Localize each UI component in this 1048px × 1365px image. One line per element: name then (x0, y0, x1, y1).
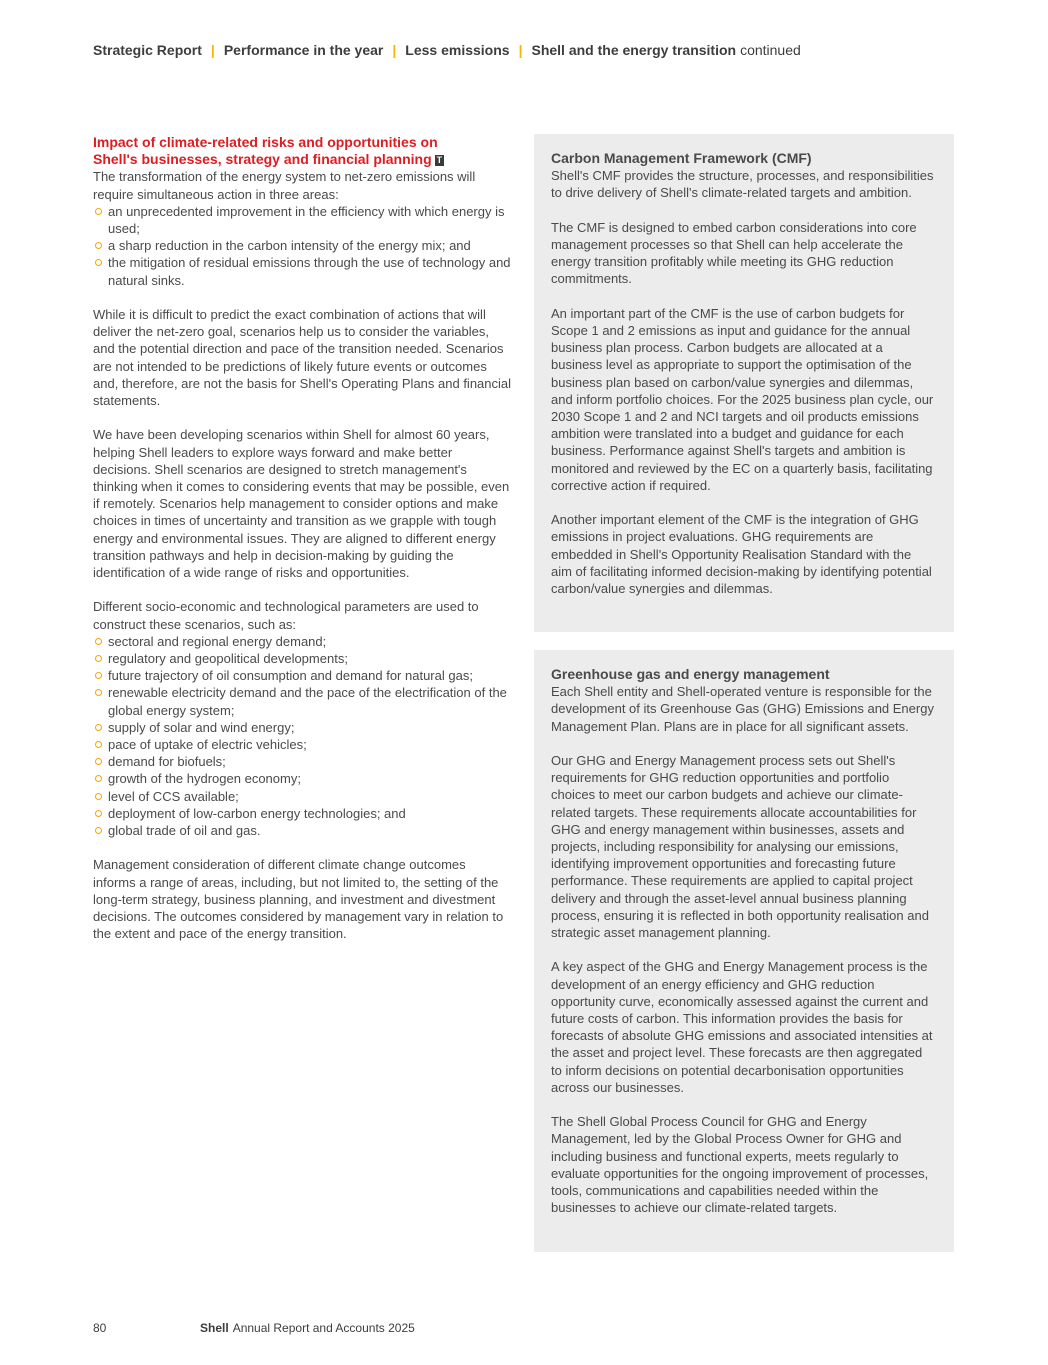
scenarios-paragraph: While it is difficult to predict the exact combination of actions that will deliver the net-zero goal, scenarios help us to consider the variables, and the potential direction and pace of the transition needed. Scenarios are not intended to be predictions of likely future events or outcomes and, therefore, are not the basis for Shell's Operating Plans and financial statements. (93, 307, 512, 409)
section-heading (93, 134, 511, 168)
areas-list (93, 203, 511, 289)
list-item: global trade of oil and gas. (93, 822, 511, 839)
breadcrumb (93, 42, 801, 58)
ghg-paragraph-3: A key aspect of the GHG and Energy Management process is the development of an energy efficiency and GHG reduction opportunity curve, economically assessed against the current and future costs of carbon. This information provides the basis for forecasts of absolute GHG emissions and associated intensities at the asset and project level. These forecasts are then aggregated to inform decisions on potential decarbonisation opportunities across our businesses. (551, 959, 933, 1095)
breadcrumb-separator: | (392, 42, 397, 58)
left-column (93, 134, 511, 942)
section-heading-line-2: Shell's businesses, strategy and financial planning (93, 151, 432, 168)
breadcrumb-item-less-emissions[interactable]: Less emissions (405, 42, 510, 58)
list-item: regulatory and geopolitical developments; (93, 650, 511, 667)
publication-footer (200, 1321, 415, 1335)
list-item: future trajectory of oil consumption and demand for natural gas; (93, 667, 511, 684)
list-item: level of CCS available; (93, 788, 511, 805)
cmf-paragraph-3: An important part of the CMF is the use of carbon budgets for Scope 1 and 2 emissions as input and guidance for the annual business plan process. Carbon budgets are allocated at a business level as appropriate to support the optimisation of the business plan based on carbon/value synergies and dilemmas, and inform portfolio choices. For the 2025 business plan cycle, our 2030 Scope 1 and 2 and NCI targets and oil products emissions ambition were translated into a budget and guidance for each business. Performance against Shell's targets and ambition is monitored and reviewed by the EC on a quarterly basis, facilitating corrective action if required. (551, 305, 934, 493)
cmf-paragraph-2: The CMF is designed to embed carbon considerations into core management processes so that Shell can help accelerate the energy transition profitably while meeting its GHG reduction commitments. (551, 219, 917, 287)
cmf-paragraph-4: Another important element of the CMF is the integration of GHG emissions in project evaluations. GHG requirements are embedded in Shell's Opportunity Realisation Standard with the aim of facilitating informed decision-making by identifying potential carbon/value synergies and dilemmas. (551, 512, 932, 597)
management-consideration-paragraph: Management consideration of different climate change outcomes informs a range of areas, including, but not limited to, the setting of the long-term strategy, business planning, and investment and divestment decisions. The outcomes considered by management vary in relation to the extent and pace of the energy transition. (93, 857, 504, 942)
breadcrumb-suffix: continued (740, 42, 801, 58)
section-heading-line-1: Impact of climate-related risks and opportunities on (93, 134, 438, 150)
list-item: supply of solar and wind energy; (93, 719, 511, 736)
ghg-paragraph-4: The Shell Global Process Council for GHG and Energy Management, led by the Global Process Owner for GHG and including business and functional experts, meets regularly to evaluate opportunities for the ongoing improvement of processes, tools, communications and capabilities needed within the businesses to achieve our climate-related targets. (551, 1114, 929, 1216)
cmf-paragraph-1: Shell's CMF provides the structure, processes, and responsibilities to drive delivery of Shell's climate-related targets and ambition. (551, 168, 934, 201)
developing-scenarios-paragraph: We have been developing scenarios within Shell for almost 60 years, helping Shell leaders to explore ways forward and make better decisions. Shell scenarios are designed to stretch management's thinking when it comes to considering events that may be possible, even if remotely. Scenarios help management to consider options and make choices in times of uncertainty and transition as we grapple with tough energy and environmental issues. They are aligned to different energy transition pathways and help in decision-making by guiding the identification of a wide range of risks and opportunities. (93, 427, 510, 581)
list-item: a sharp reduction in the carbon intensity of the energy mix; and (93, 237, 511, 254)
parameters-intro-paragraph: Different socio-economic and technological parameters are used to construct these scenarios, such as: (93, 599, 479, 632)
list-item: an unprecedented improvement in the efficiency with which energy is used; (93, 203, 511, 237)
brand-name: Shell (200, 1321, 229, 1335)
tcfd-tag-icon[interactable]: T (436, 155, 443, 166)
breadcrumb-separator: | (518, 42, 523, 58)
cmf-box (534, 134, 954, 632)
list-item: pace of uptake of electric vehicles; (93, 736, 511, 753)
breadcrumb-item-performance[interactable]: Performance in the year (223, 42, 384, 58)
parameters-list (93, 633, 511, 839)
intro-paragraph: The transformation of the energy system to net-zero emissions will require simultaneous action in three areas: (93, 169, 476, 202)
page-number: 80 (93, 1321, 107, 1335)
ghg-paragraph-2: Our GHG and Energy Management process sets out Shell's requirements for GHG reduction opportunities and portfolio choices to meet our carbon budgets and achieve our climate-related targets. These requirements allocate accountabilities for GHG and energy management within businesses, assets and projects, including responsibility for analysing our emissions, identifying improvement opportunities and forecasting future performance. These requirements are applied to capital project delivery and through the asset-level annual business planning process, ensuring it is reflected in both opportunity realisation and strategic asset management planning. (551, 753, 929, 941)
breadcrumb-item-strategic-report[interactable]: Strategic Report (93, 42, 202, 58)
publication-title: Annual Report and Accounts 2025 (232, 1321, 415, 1335)
list-item: renewable electricity demand and the pace of the electrification of the global energy system; (93, 684, 511, 718)
list-item: demand for biofuels; (93, 753, 511, 770)
breadcrumb-item-energy-transition[interactable]: Shell and the energy transition (531, 42, 737, 58)
ghg-box (534, 650, 954, 1252)
list-item: growth of the hydrogen economy; (93, 770, 511, 787)
ghg-heading: Greenhouse gas and energy management (551, 666, 830, 682)
list-item: sectoral and regional energy demand; (93, 633, 511, 650)
breadcrumb-separator: | (210, 42, 215, 58)
ghg-paragraph-1: Each Shell entity and Shell-operated venture is responsible for the development of its Greenhouse Gas (GHG) Emissions and Energy Management Plan. Plans are in place for all significant assets. (551, 684, 934, 734)
cmf-heading: Carbon Management Framework (CMF) (551, 150, 812, 166)
list-item: the mitigation of residual emissions through the use of technology and natural sinks. (93, 254, 511, 288)
list-item: deployment of low-carbon energy technologies; and (93, 805, 511, 822)
